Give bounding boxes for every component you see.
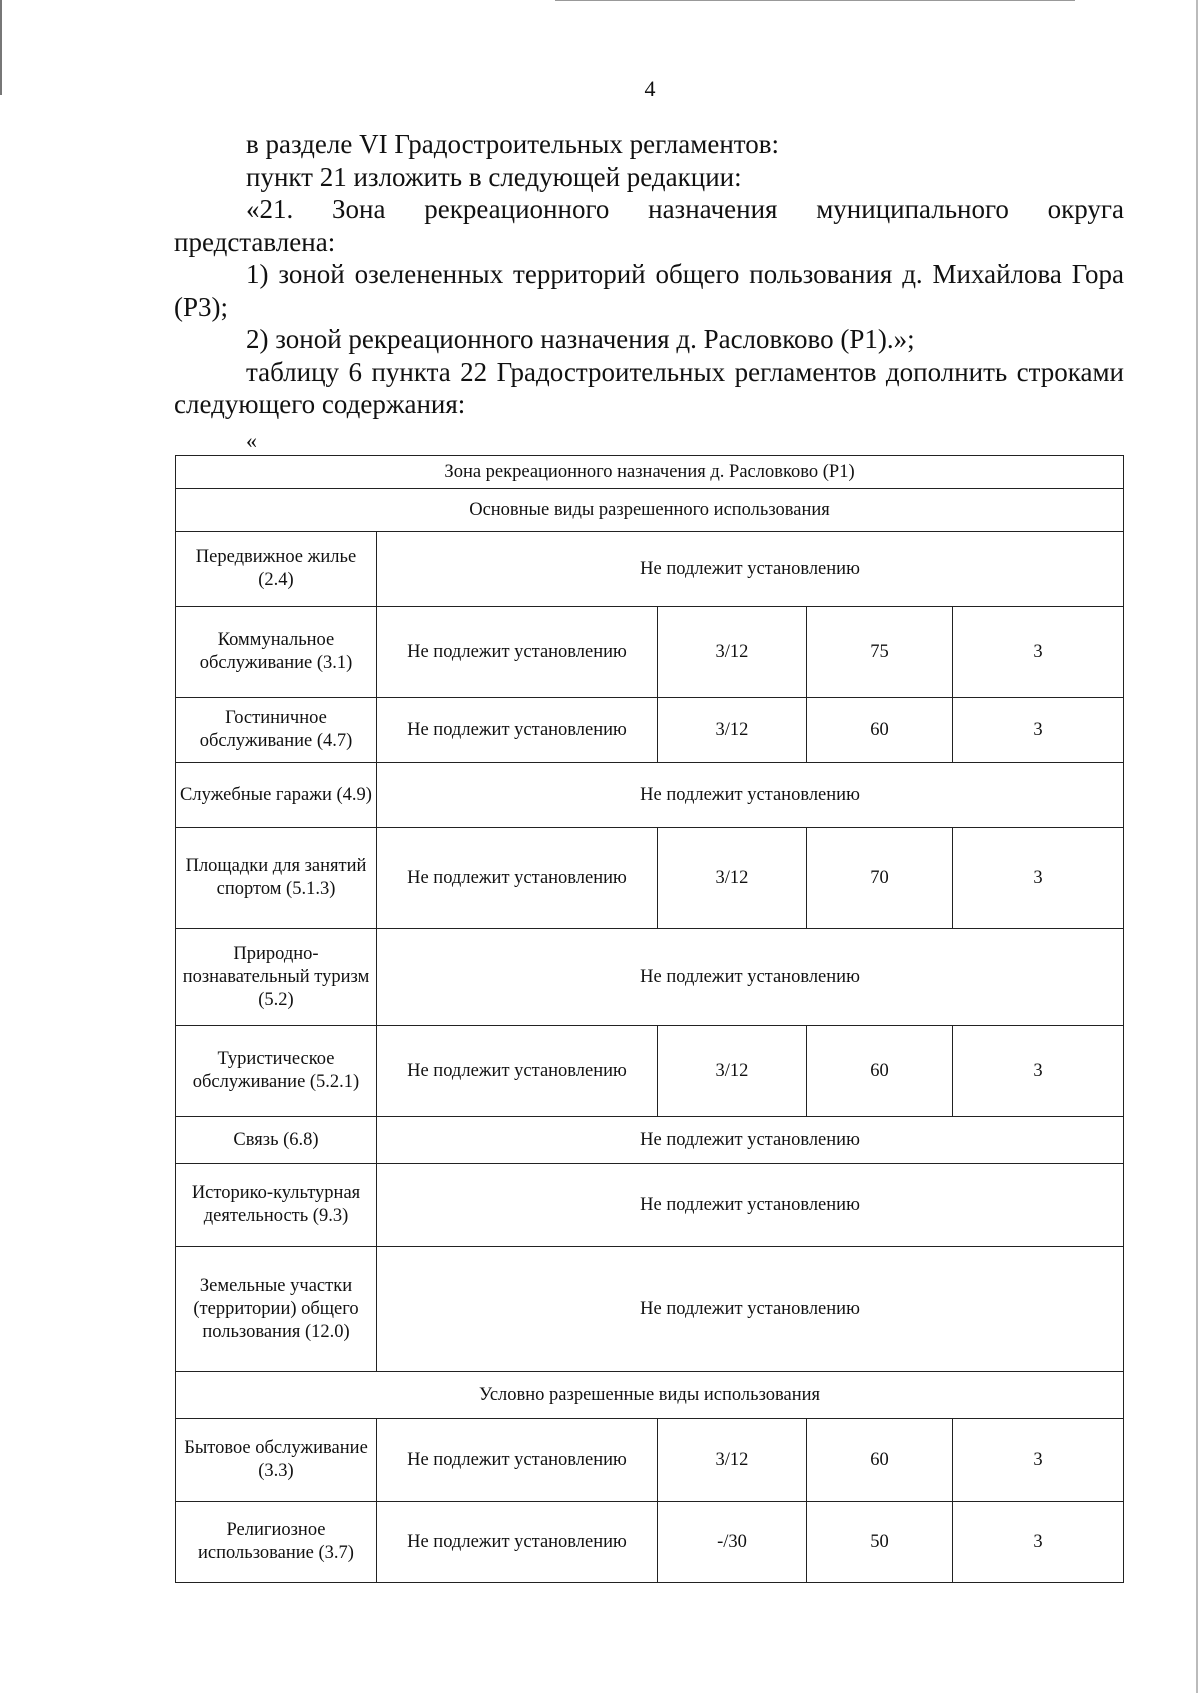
land-use-name: Туристическое обслуживание (5.2.1) bbox=[176, 1026, 377, 1117]
not-applicable-cell: Не подлежит установлению bbox=[377, 1164, 1124, 1247]
land-use-name: Историко-культурная деятельность (9.3) bbox=[176, 1164, 377, 1247]
section-header-main: Основные виды разрешенного использования bbox=[176, 489, 1124, 532]
plot-size-cell: Не подлежит установлению bbox=[377, 698, 658, 763]
land-use-name: Гостиничное обслуживание (4.7) bbox=[176, 698, 377, 763]
floors-height-cell: 3/12 bbox=[658, 698, 807, 763]
setback-cell: 3 bbox=[953, 1502, 1124, 1583]
plot-size-cell: Не подлежит установлению bbox=[377, 1502, 658, 1583]
paragraph-item-2: 2) зоной рекреационного назначения д. Расловково (Р1).»; bbox=[246, 324, 915, 354]
table-row bbox=[176, 828, 1124, 929]
table-row bbox=[176, 1247, 1124, 1372]
coverage-percent-cell: 60 bbox=[807, 1419, 953, 1502]
section-header-row bbox=[176, 1372, 1124, 1419]
land-use-name: Религиозное использование (3.7) bbox=[176, 1502, 377, 1583]
floors-height-cell: 3/12 bbox=[658, 1419, 807, 1502]
paragraph-table-6: таблицу 6 пункта 22 Градостроительных регламентов дополнить строками следующего содержания: bbox=[174, 356, 1124, 419]
land-use-name: Земельные участки (территории) общего пользования (12.0) bbox=[176, 1247, 377, 1372]
setback-cell: 3 bbox=[953, 1026, 1124, 1117]
zone-regulations-table bbox=[175, 455, 1124, 1583]
not-applicable-cell: Не подлежит установлению bbox=[377, 532, 1124, 607]
coverage-percent-cell: 75 bbox=[807, 607, 953, 698]
land-use-name: Связь (6.8) bbox=[176, 1117, 377, 1164]
land-use-name: Площадки для занятий спортом (5.1.3) bbox=[176, 828, 377, 929]
land-use-name: Служебные гаражи (4.9) bbox=[176, 763, 377, 828]
land-use-name: Бытовое обслуживание (3.3) bbox=[176, 1419, 377, 1502]
paragraph-section-vi: в разделе VI Градостроительных регламентов: bbox=[246, 129, 779, 159]
setback-cell: 3 bbox=[953, 1419, 1124, 1502]
setback-cell: 3 bbox=[953, 607, 1124, 698]
plot-size-cell: Не подлежит установлению bbox=[377, 828, 658, 929]
coverage-percent-cell: 50 bbox=[807, 1502, 953, 1583]
setback-cell: 3 bbox=[953, 828, 1124, 929]
paragraph-point-21: пункт 21 изложить в следующей редакции: bbox=[246, 161, 742, 192]
table-row bbox=[176, 1117, 1124, 1164]
body-text bbox=[174, 128, 1124, 421]
table-title: Зона рекреационного назначения д. Расловково (Р1) bbox=[176, 456, 1124, 489]
floors-height-cell: -/30 bbox=[658, 1502, 807, 1583]
not-applicable-cell: Не подлежит установлению bbox=[377, 1117, 1124, 1164]
section-header-row bbox=[176, 489, 1124, 532]
setback-cell: 3 bbox=[953, 698, 1124, 763]
table-row bbox=[176, 1164, 1124, 1247]
land-use-name: Природно-познавательный туризм (5.2) bbox=[176, 929, 377, 1026]
opening-quote-mark: « bbox=[246, 428, 257, 453]
floors-height-cell: 3/12 bbox=[658, 1026, 807, 1117]
coverage-percent-cell: 60 bbox=[807, 1026, 953, 1117]
floors-height-cell: 3/12 bbox=[658, 607, 807, 698]
table-row bbox=[176, 929, 1124, 1026]
paragraph-item-1: 1) зоной озелененных территорий общего пользования д. Михайлова Гора (Р3); bbox=[174, 259, 1124, 322]
table-row bbox=[176, 1026, 1124, 1117]
plot-size-cell: Не подлежит установлению bbox=[377, 1419, 658, 1502]
paragraph-zone-21: «21. Зона рекреационного назначения муниципального округа представлена: bbox=[174, 194, 1124, 257]
coverage-percent-cell: 70 bbox=[807, 828, 953, 929]
section-header-conditional: Условно разрешенные виды использования bbox=[176, 1372, 1124, 1419]
not-applicable-cell: Не подлежит установлению bbox=[377, 929, 1124, 1026]
table-row bbox=[176, 763, 1124, 828]
not-applicable-cell: Не подлежит установлению bbox=[377, 1247, 1124, 1372]
table-row bbox=[176, 1502, 1124, 1583]
land-use-name: Передвижное жилье (2.4) bbox=[176, 532, 377, 607]
plot-size-cell: Не подлежит установлению bbox=[377, 1026, 658, 1117]
floors-height-cell: 3/12 bbox=[658, 828, 807, 929]
page-number: 4 bbox=[644, 76, 656, 101]
not-applicable-cell: Не подлежит установлению bbox=[377, 763, 1124, 828]
table-row bbox=[176, 607, 1124, 698]
coverage-percent-cell: 60 bbox=[807, 698, 953, 763]
land-use-name: Коммунальное обслуживание (3.1) bbox=[176, 607, 377, 698]
table-row bbox=[176, 698, 1124, 763]
table-row bbox=[176, 1419, 1124, 1502]
plot-size-cell: Не подлежит установлению bbox=[377, 607, 658, 698]
table-row bbox=[176, 532, 1124, 607]
table-title-row bbox=[176, 456, 1124, 489]
